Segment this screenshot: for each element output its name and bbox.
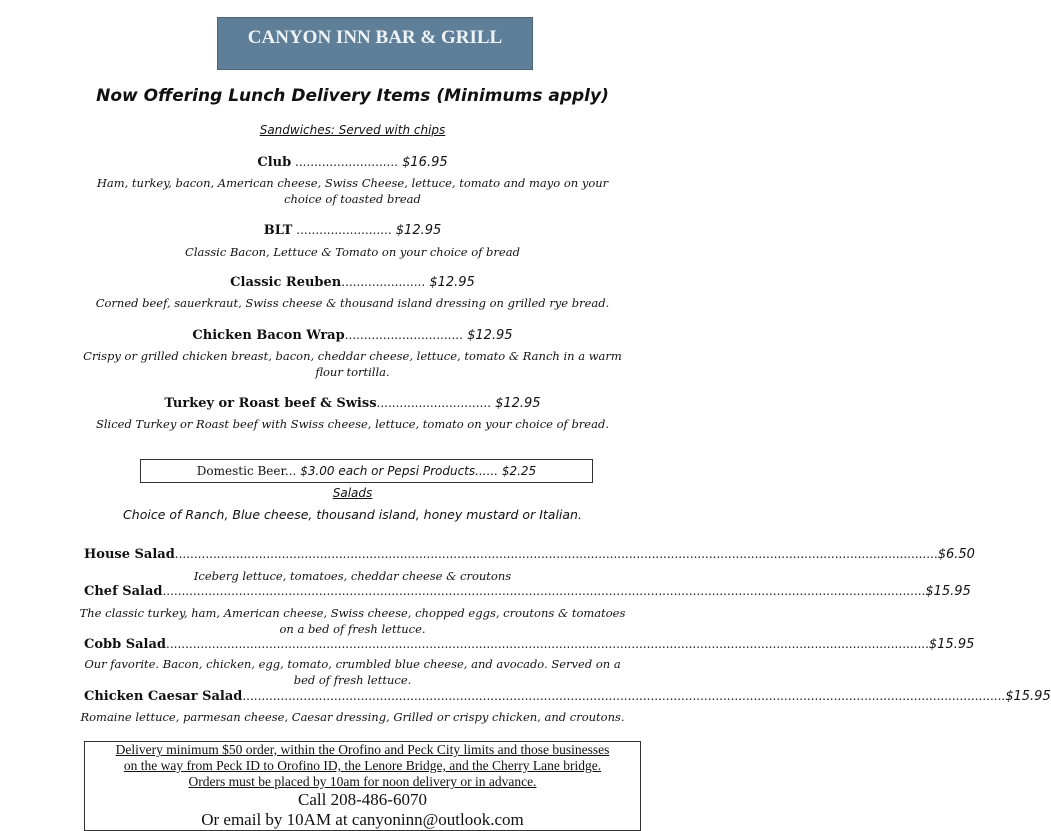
delivery-info-box — [84, 741, 641, 831]
item-name: Classic Reuben — [230, 275, 342, 290]
delivery-line: on the way from Peck ID to Orofino ID, the Lenore Bridge, and the Cherry Lane bridge. — [123, 758, 602, 773]
drinks-box — [140, 459, 593, 483]
beer-label: Domestic Beer... — [196, 464, 301, 478]
item-description: choice of toasted bread — [284, 192, 421, 206]
item-description: Sliced Turkey or Roast beef with Swiss cheese, lettuce, tomato on your choice of bread. — [95, 417, 609, 431]
item-name: Cobb Salad — [84, 637, 166, 652]
salad-item — [84, 584, 971, 599]
item-name: Chicken Bacon Wrap — [192, 328, 345, 343]
dot-leader: .............................. — [376, 396, 491, 410]
headline: Now Offering Lunch Delivery Items (Minimums apply) — [96, 86, 609, 106]
item-description: Romaine lettuce, parmesan cheese, Caesar dressing, Grilled or crispy chicken, and croutons. — [80, 710, 625, 724]
delivery-line: Orders must be placed by 10am for noon delivery or in advance. — [188, 774, 537, 789]
item-name: Chicken Caesar Salad — [84, 689, 243, 704]
sandwich-item — [0, 396, 705, 411]
item-name: Turkey or Roast beef & Swiss — [164, 396, 377, 411]
salad-item — [84, 547, 975, 562]
sandwich-item — [0, 223, 705, 238]
dot-leader: ........................................................................................................................................................................................................ — [166, 637, 929, 651]
item-description: Corned beef, sauerkraut, Swiss cheese & thousand island dressing on grilled rye bread. — [95, 296, 610, 310]
item-price: $12.95 — [429, 275, 475, 290]
salad-item — [84, 689, 1051, 704]
sandwich-item — [0, 275, 705, 290]
item-description: bed of fresh lettuce. — [293, 673, 412, 687]
dot-leader: ........................................................................................................................................................................................................ — [242, 689, 1006, 703]
item-name: Club — [257, 155, 292, 170]
drink-prices: $3.00 each or Pepsi Products...... $2.25 — [300, 464, 537, 478]
dot-leader: ........................... — [291, 155, 398, 169]
dot-leader: ........................................................................................................................................................................................................ — [174, 547, 938, 561]
salad-item — [84, 637, 975, 652]
item-price: $12.95 — [467, 328, 513, 343]
restaurant-title-banner: CANYON INN BAR & GRILL — [217, 17, 533, 70]
item-description: Our favorite. Bacon, chicken, egg, tomato, crumbled blue cheese, and avocado. Served on a — [84, 657, 621, 671]
sandwich-item — [0, 328, 705, 343]
dot-leader: ........................................................................................................................................................................................................ — [162, 584, 926, 598]
dot-leader: ............................... — [344, 328, 463, 342]
item-description: Classic Bacon, Lettuce & Tomato on your choice of bread — [185, 245, 520, 259]
item-name: Chef Salad — [84, 584, 163, 599]
item-price: $16.95 — [402, 155, 448, 170]
dot-leader: ......................... — [292, 223, 392, 237]
item-price: $12.95 — [395, 223, 442, 238]
item-description: on a bed of fresh lettuce. — [279, 622, 426, 636]
item-description: Ham, turkey, bacon, American cheese, Swiss Cheese, lettuce, tomato and mayo on your — [96, 176, 609, 190]
item-price: $15.95 — [928, 637, 975, 652]
item-description: The classic turkey, ham, American cheese, Swiss cheese, chopped eggs, croutons & tomatoes — [79, 606, 626, 620]
dressing-choices: Choice of Ranch, Blue cheese, thousand island, honey mustard or Italian. — [123, 507, 582, 522]
dot-leader: ...................... — [341, 275, 426, 289]
item-description: Crispy or grilled chicken breast, bacon, cheddar cheese, lettuce, tomato & Ranch in a warm — [83, 349, 622, 363]
sandwich-item — [0, 155, 705, 170]
phone-number: Call 208-486-6070 — [298, 790, 427, 809]
email-info: Or email by 10AM at canyoninn@outlook.com — [201, 810, 524, 829]
item-price: $12.95 — [495, 396, 541, 411]
delivery-line: Delivery minimum $50 order, within the Orofino and Peck City limits and those businesses — [115, 742, 610, 757]
item-price: $6.50 — [937, 547, 975, 562]
item-price: $15.95 — [925, 584, 971, 599]
sandwiches-heading: Sandwiches: Served with chips — [259, 123, 446, 137]
item-name: BLT — [263, 223, 293, 238]
salads-heading: Salads — [332, 486, 373, 500]
item-description: flour tortilla. — [315, 365, 390, 379]
item-price: $15.95 — [1005, 689, 1051, 704]
item-description: Iceberg lettuce, tomatoes, cheddar cheese & croutons — [193, 569, 512, 583]
item-name: House Salad — [84, 547, 175, 562]
